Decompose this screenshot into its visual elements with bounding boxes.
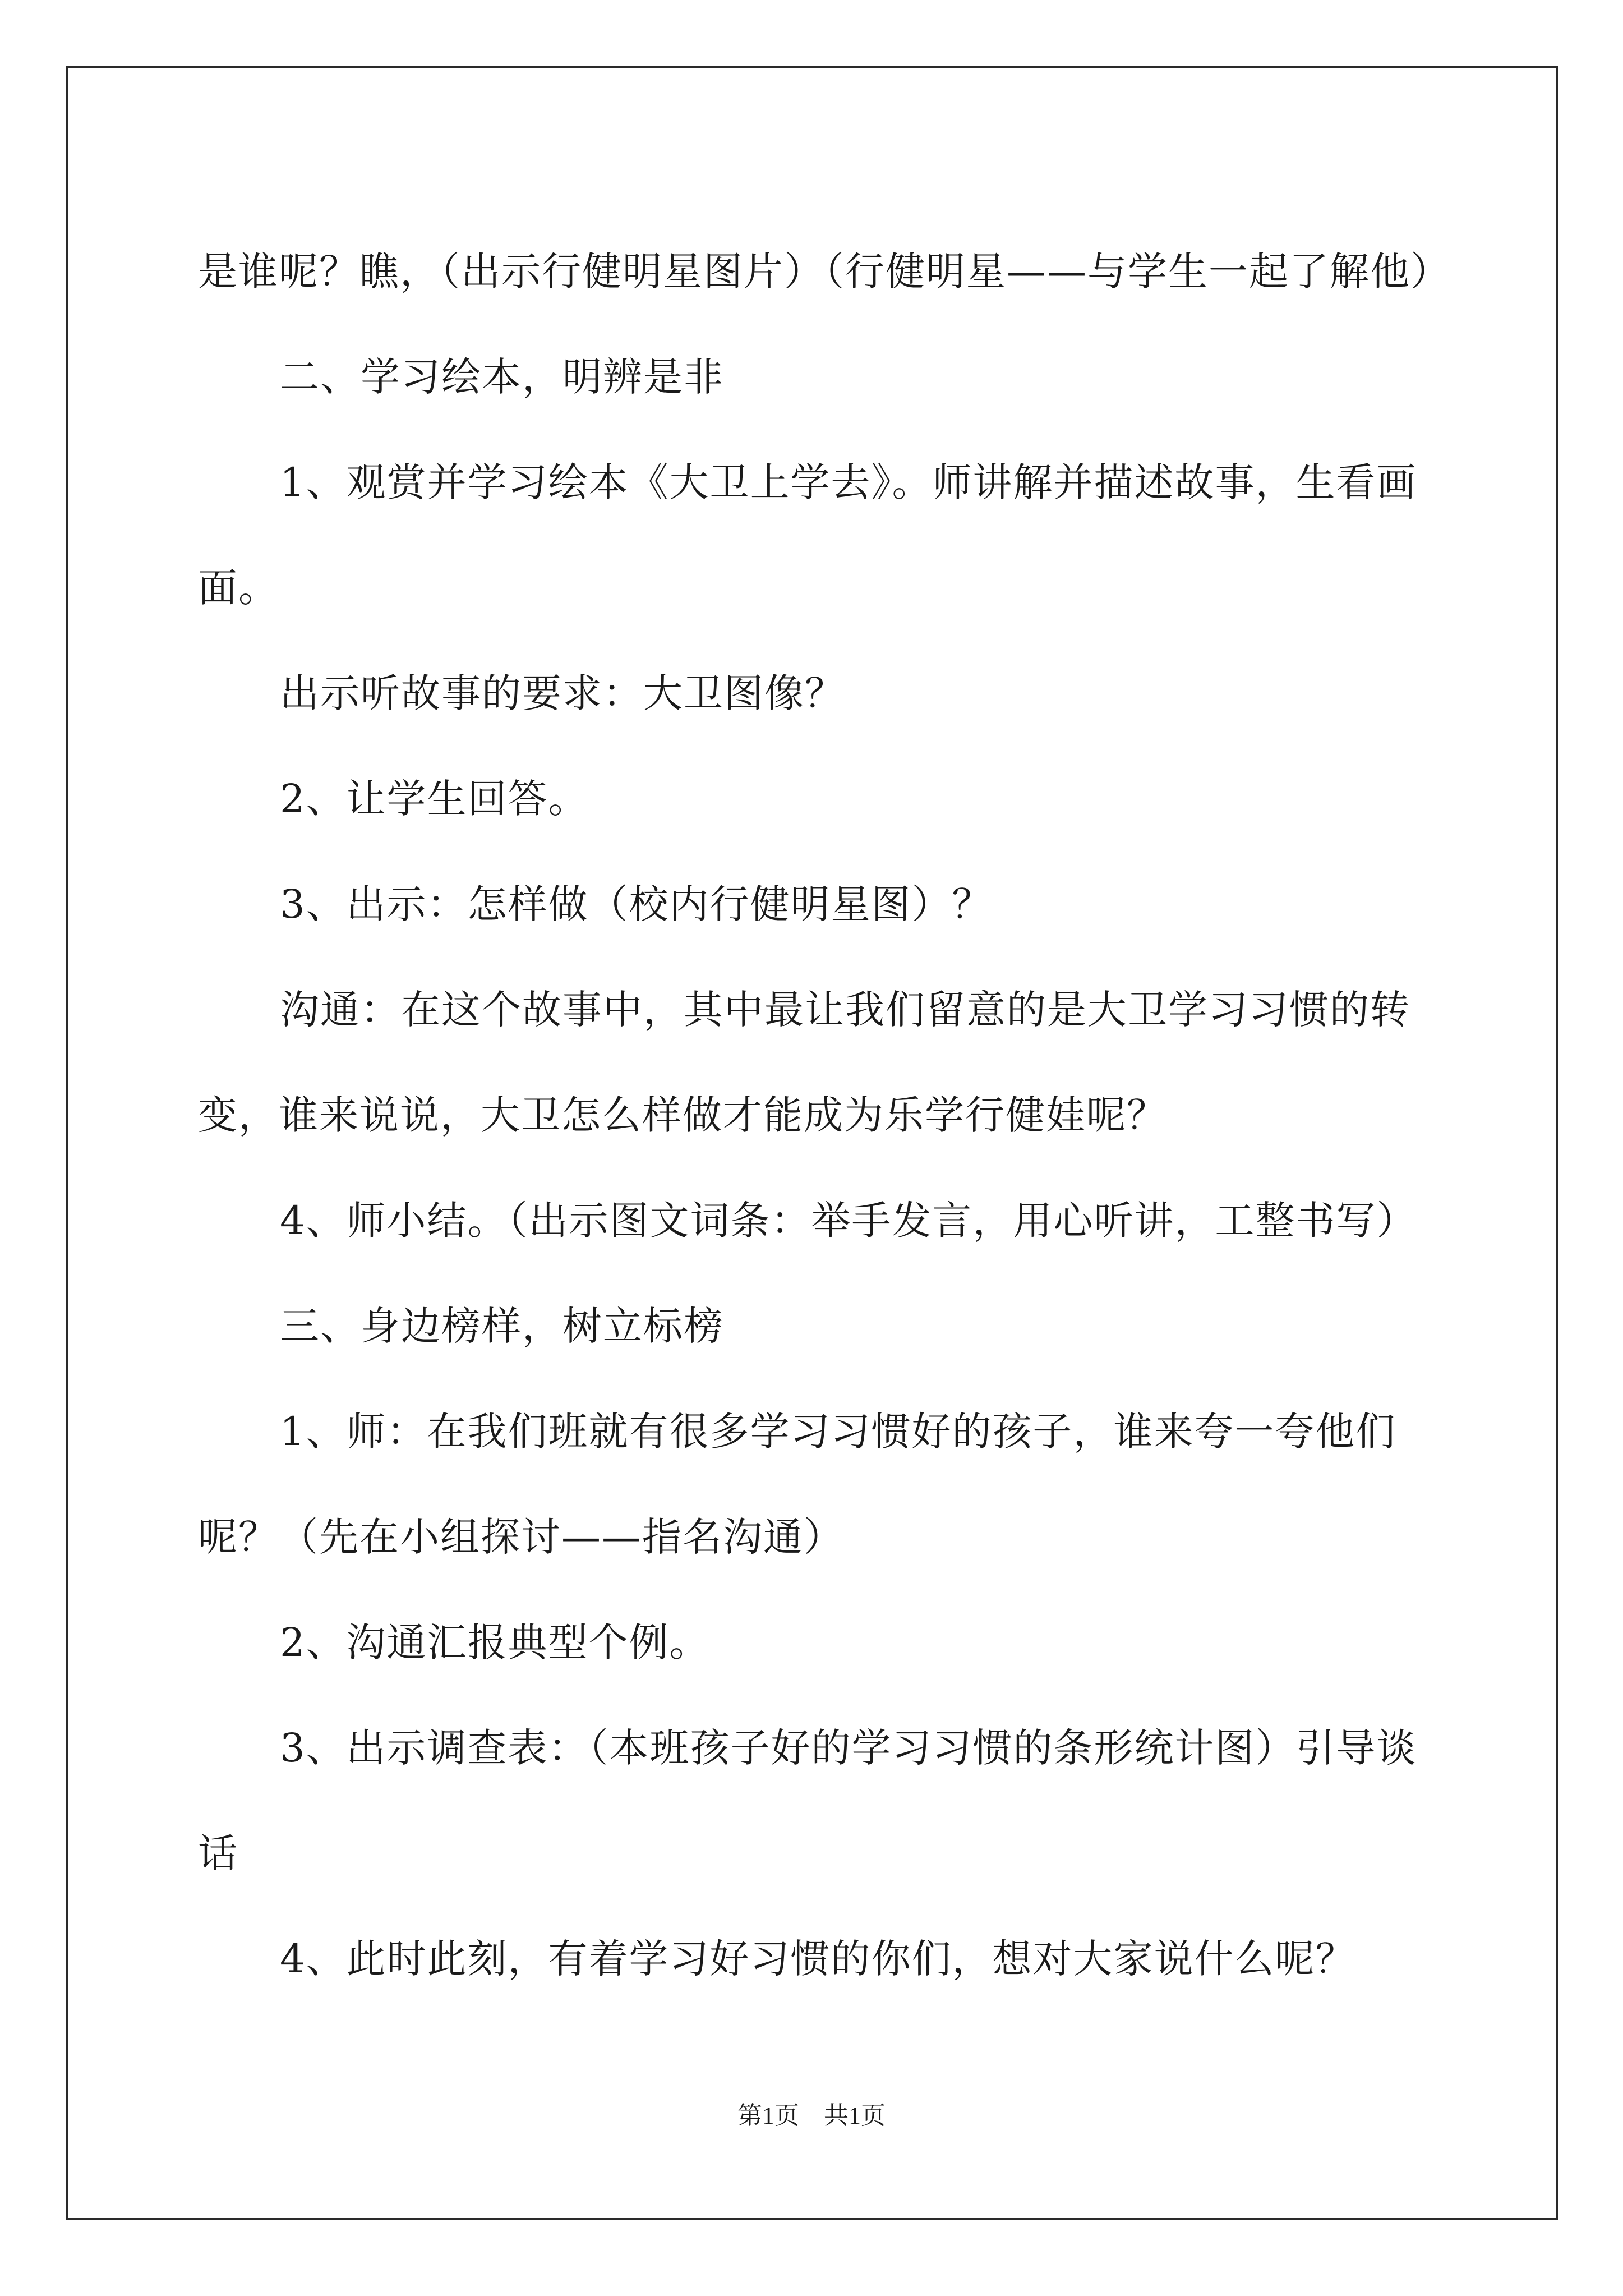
paragraph: 是谁呢？瞧，（出示行健明星图片）（行健明星——与学生一起了解他） [198, 249, 1451, 295]
paragraph: 2、让学生回答。 [280, 776, 589, 822]
paragraph: 4、师小结。（出示图文词条：举手发言，用心听讲，工整书写） [280, 1198, 1417, 1244]
paragraph: 2、沟通汇报典型个例。 [280, 1619, 710, 1665]
paragraph: 1、观赏并学习绘本《大卫上学去》。师讲解并描述故事，生看画面。 [198, 459, 1417, 611]
paragraph: 3、出示调查表：（本班孩子好的学习习惯的条形统计图）引导谈话 [198, 1725, 1417, 1876]
section-heading: 二、学习绘本，明辨是非 [280, 354, 724, 400]
page-footer: 第1页 共1页 [737, 2102, 886, 2129]
paragraph: 1、师：在我们班就有很多学习习惯好的孩子，谁来夸一夸他们呢？（先在小组探讨——指名沟通） [198, 1409, 1396, 1560]
paragraph: 出示听故事的要求：大卫图像？ [280, 670, 845, 716]
section-heading: 三、身边榜样，树立标榜 [280, 1303, 724, 1349]
paragraph: 3、出示：怎样做（校内行健明星图）？ [280, 881, 993, 927]
paragraph: 沟通：在这个故事中，其中最让我们留意的是大卫学习习惯的转变，谁来说说，大卫怎么样做才能成为乐学行健娃呢？ [198, 987, 1410, 1138]
paragraph: 4、此时此刻，有着学习好习惯的你们，想对大家说什么呢？ [280, 1936, 1356, 1982]
document-body [198, 219, 1451, 2012]
